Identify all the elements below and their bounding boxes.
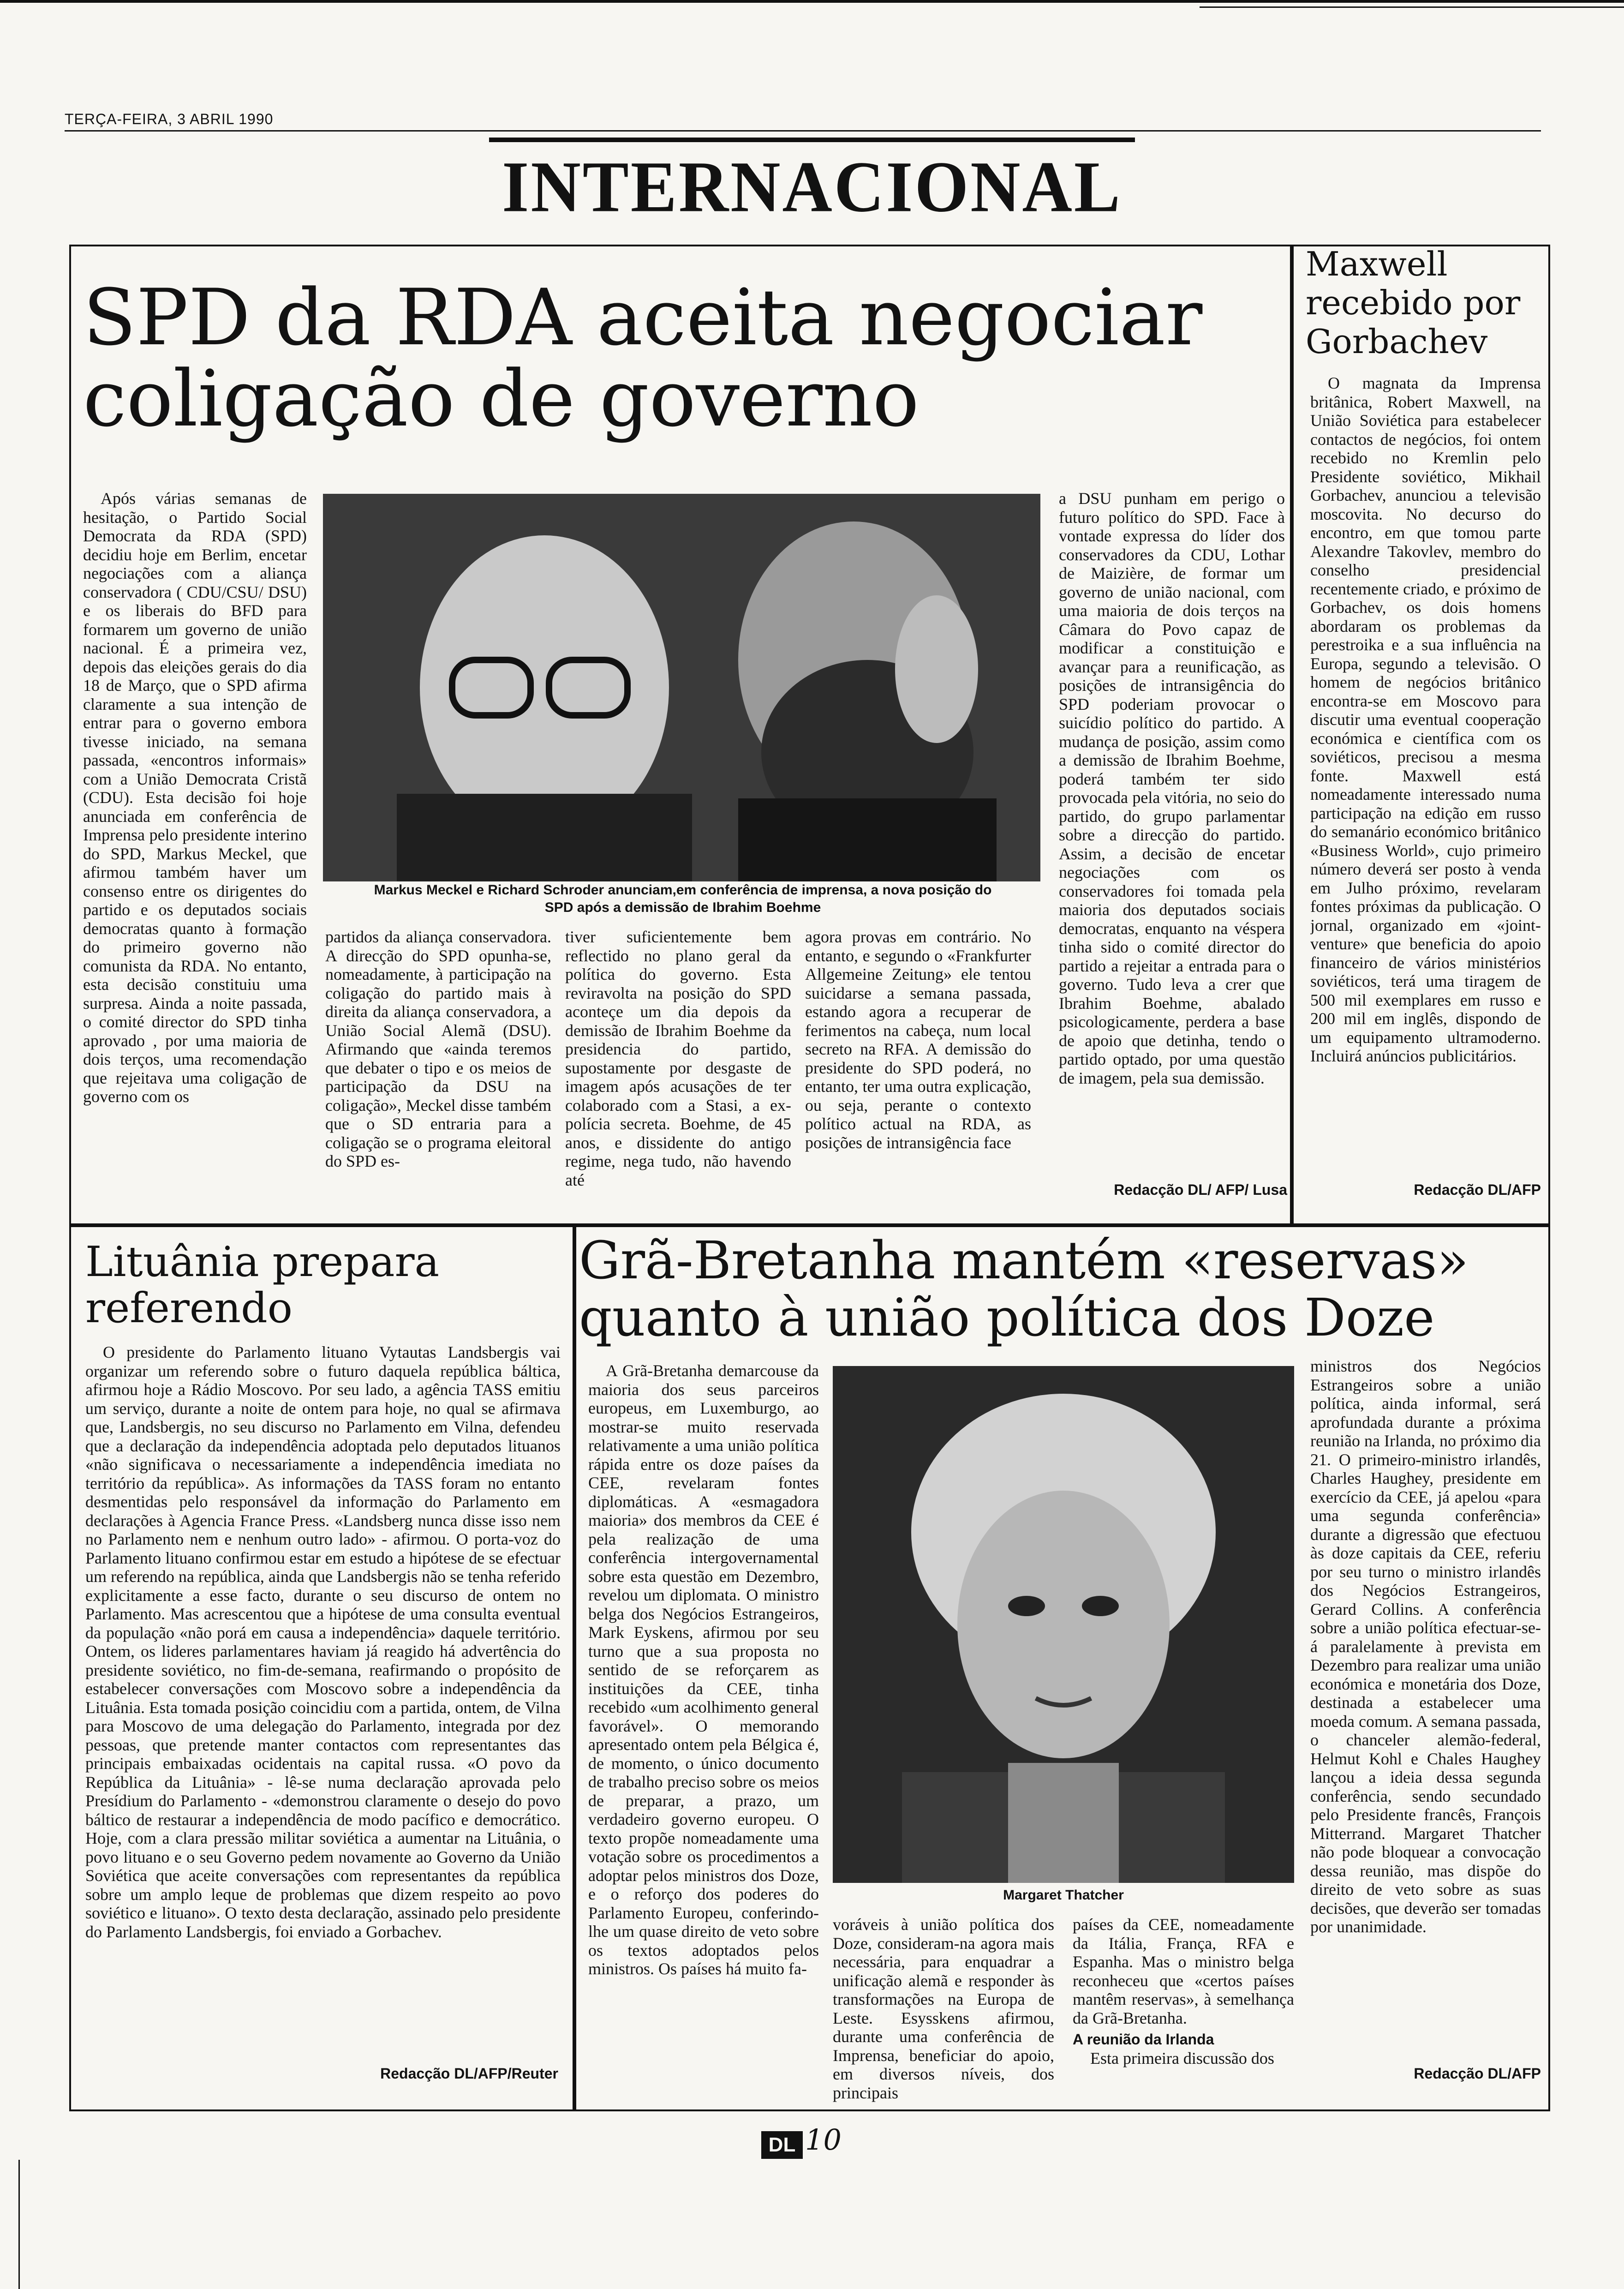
gra-column-3 <box>1073 1915 1294 2109</box>
spd-column-1 <box>83 489 307 1209</box>
spd-photo-caption: Markus Meckel e Richard Schroder anunciam,em conferência de imprensa, a nova posição do SPD após a demissão de Ibrahim Boehme <box>374 882 992 915</box>
section-rule-top <box>489 138 1135 142</box>
spd-column-2-text: partidos da aliança conservadora. A direcção do SPD opunha-se, nomeadamente, à participação na coligação do partido mais à direita da aliança conservadora, a União Social Alemã (DSU). Afirmando que «ainda teremos que debater o tipo e os meios de participação da DSU na coligação», Meckel disse também que o SD entraria para a coligação se o programa eleitoral do SPD es- <box>325 928 551 1170</box>
lituania-body <box>85 1343 561 2063</box>
spd-column-2 <box>325 928 551 1209</box>
maxwell-headline: Maxwell recebido por Gorbachev <box>1306 245 1521 361</box>
gra-column-2 <box>833 1915 1054 2109</box>
maxwell-credit: Redacção DL/AFP <box>1414 1181 1541 1198</box>
photo-illustration <box>323 494 1040 881</box>
section-title: INTERNACIONAL <box>502 146 1122 228</box>
gra-column-1-text: A Grã-Bretanha demarcouse da maioria dos seus parceiros europeus, em Luxemburgo, ao mostrar-se muito reservada relativamente a uma união política rápida entre os doze países da CEE, revelaram fontes diplomáticas. A «esmagadora maioria» dos membros da CEE é pela realização de uma conferência intergovernamental sobre esta questão em Dezembro, revelou um diplomata. O ministro belga dos Negócios Estrangeiros, Mark Eyskens, afirmou por seu turno que a sua proposta no sentido de se reforçarem as instituições da CEE, tinha recebido «um acolhimento general favorável». O memorando apresentado ontem pela Bélgica é, de momento, o único documento de trabalho preciso sobre os meios de preparar, a prazo, um verdadeiro governo europeu. O texto propõe nomeadamente uma votação sobre os procedimentos a adoptar pelos ministros dos Doze, e o reforço dos poderes do Parlamento Europeu, conferindo-lhe um quase direito de veto sobre os textos adoptados pelos ministros. Os países há muito fa- <box>588 1361 819 1978</box>
lituania-credit: Redacção DL/AFP/Reuter <box>380 2065 558 2082</box>
spd-credit: Redacção DL/ AFP/ Lusa <box>1114 1181 1287 1198</box>
gra-column-3-text: países da CEE, nomeadamente da Itália, França, RFA e Espanha. Mas o ministro belga reconheceu que «certos países mantêm reservas», à semelhança da Grã-Bretanha. <box>1073 1915 1294 2027</box>
spd-headline: SPD da RDA aceita negociar coligação de governo <box>83 272 1203 444</box>
thatcher-caption: Margaret Thatcher <box>1003 1888 1124 1903</box>
thatcher-illustration <box>833 1366 1294 1883</box>
dl-logo: DL <box>761 2131 803 2159</box>
spd-column-4 <box>805 928 1031 1209</box>
spd-column-1-text: Após várias semanas de hesitação, o Partido Social Democrata da RDA (SPD) decidiu hoje em Berlim, encetar negociações com a aliança conservadora ( CDU/CSU/ DSU) e os liberais do BFD para formarem um governo de união nacional. É a primeira vez, depois das eleições gerais do dia 18 de Março, que o SPD afirma claramente a sua intenção de entrar para o governo embora tivesse iniciado, na semana passada, «encontros informais» com a União Democrata Cristã (CDU). Esta decisão foi hoje anunciada em conferência de Imprensa pelo presidente interino do SPD, Markus Meckel, que afirmou também haver um consenso entre os dirigentes do partido e os deputados sociais democratas quanto à formação do primeiro governo não comunista da RDA. No entanto, esta decisão constituiu uma surpresa. Ainda a noite passada, o comité director do SPD tinha aprovado , por uma maioria de dois terços, uma recomendação que rejeitava uma coligação de governo com os <box>83 489 307 1106</box>
gra-column-4 <box>1310 1357 1541 2063</box>
gra-column-1 <box>588 1361 819 2081</box>
lituania-headline: Lituânia prepara referendo <box>85 1238 440 1332</box>
maxwell-body-text: O magnata da Imprensa britânica, Robert Maxwell, na União Soviética para estabelecer contactos de negócios, foi ontem recebido no Kremlin pelo Presidente soviético, Mikhail Gorbachev, anunciou a televisão moscovita. No decurso do encontro, em que tomou parte Alexandre Takovlev, membro do conselho presidencial recentemente criado, e próximo de Gorbachev, os dois homens abordaram os problemas da perestroika e a sua influência na Europa, segundo a televisão. O homem de negócios britânico encontra-se em Moscovo para discutir uma eventual cooperação económica e científica com os soviéticos, precisou a mesma fonte. Maxwell está nomeadamente interessado numa participação na edição em russo do semanário económico britânico «Business World», cujo primeiro número deverá ser posto à venda em Julho próximo, revelaram fontes próximas da publicação. O jornal, organizado em «joint-venture» que beneficia do apoio financeiro de vários ministérios soviéticos, terá uma tiragem de 500 mil exemplares em russo e 200 mil em inglês, dispondo de um equipamento ultramoderno. Incluirá anúncios publicitários. <box>1310 374 1541 1065</box>
gra-column-3b-text: Esta primeira discussão dos <box>1090 2049 1274 2067</box>
thatcher-photo <box>833 1366 1294 1883</box>
spd-column-5-text: a DSU punham em perigo o futuro político do SPD. Face à vontade expressa do líder dos conservadores da CDU, Lothar de Maizière, de formar um governo de união nacional, com uma maioria de dois terços na Câmara do Povo capaz de modificar a constituição e avançar para a reunificação, as posições de intransigência do SPD poderiam provocar o suicídio político do partido. A mudança de posição, assim como a demissão de Ibrahim Boehme, poderá também ter sido provocada pela vitória, no seio do partido, do grupo parlamentar sobre a direcção do partido. Assim, a decisão de encetar negociações com os conservadores foi tomada pela maioria dos deputados sociais democratas, enquanto na véspera tinha sido o comité director do partido a rejeitar a entrada para o governo. Tudo leva a crer que Ibrahim Boehme, abalado psicologicamente, perdera a base de apoio que detinha, tendo o partido optado, por uma questão de imagem, pela sua demissão. <box>1059 489 1285 1087</box>
gra-column-4-text: ministros dos Negócios Estrangeiros sobre a união política, ainda informal, será aprofundada durante a próxima reunião na Irlanda, no próximo dia 21. O primeiro-ministro irlandês, Charles Haughey, presidente em exercício da CEE, já apelou «para uma segunda conferência» durante a digressão que efectuou às doze capitais da CEE, referiu por seu turno o ministro irlandês dos Negócios Estrangeiros, Gerard Collins. A conferência sobre a união política efectuar-se-á paralelamente à prevista em Dezembro para realizar uma união económica e monetária dos Doze, destinada a estabelecer uma moeda comum. A semana passada, o chanceler alemão-federal, Helmut Kohl e Chales Haughey lançou a ideia dessa segunda conferência, sendo secundado pelo Presidente francês, François Mitterrand. Margaret Thatcher não pode bloquear a convocação dessa reunião, mas dispõe do direito de veto sobre as suas decisões, que deverão ser tomadas por unanimidade. <box>1310 1357 1541 1936</box>
page-number: 10 <box>805 2123 842 2157</box>
edition-date: TERÇA-FEIRA, 3 ABRIL 1990 <box>65 111 274 127</box>
bottom-left-mark <box>18 2160 20 2289</box>
lituania-body-text: O presidente do Parlamento lituano Vytautas Landsbergis vai organizar um referendo sobre o futuro daquela república báltica, afirmou hoje a Rádio Moscovo. Por seu lado, a agência TASS emitiu um serviço, durante a noite de ontem para hoje, no qual se afirmava que, Landsbergis, no seu discurso no Parlamento em Vilna, defendeu que a declaração da independência adoptada pelo deputados lituanos «não significava o necessariamente a independência imediata no território da república». As informações da TASS foram no entanto desmentidas pelo responsável da informação do Parlamento em declarações à Agencia France Press. «Landsberg nunca disse isso nem no Parlamento nem e nenhum outro lado» - afirmou. O porta-voz do Parlamento lituano confirmou estar em estudo a hipótese de se efectuar um referendo na república, ainda que Landsbergis não se tenha referido explicitamente a esse facto, durante o seu discurso de ontem no Parlamento. Mas acrescentou que a hipótese de uma consulta eventual da população «não porá em causa a independência» daquele território. Ontem, os lideres parlamentares haviam já reagido há advertência do presidente soviético, no fim-de-semana, reafirmando o propósito de estabelecer conversações com Moscovo sobre a independência da Lituânia. Esta tomada posição coincidiu com a partida, ontem, de Vilna para Moscovo de uma delegação do Parlamento, integrada por dez pessoas, que pretende manter contactos com representantes das principais embaixadas ocidentais na capital russa. «O povo da República da Lituânia» - lê-se numa declaração aprovada pelo Presídium do Parlamento - «demonstrou claramente o desejo do povo báltico de restaurar a independência de modo pacífico e democrático. Hoje, com a clara pressão militar soviética a aumentar na Lituânia, o povo lituano e o seu Governo pedem novamente ao Governo da União Soviética que aceite conversações com representantes da república sobre um amplo leque de problemas que dizem respeito ao povo soviético e lituano». O texto desta declaração, assinado pelo presidente do Parlamento Landsbergis, foi enviado a Gorbachev. <box>85 1343 561 1941</box>
gra-credit: Redacção DL/AFP <box>1414 2065 1541 2082</box>
spd-column-3 <box>565 928 791 1209</box>
gra-subhead: A reunião da Irlanda <box>1073 2031 1214 2048</box>
top-right-rule <box>1200 6 1624 8</box>
spd-column-5 <box>1059 489 1285 1191</box>
gra-bretanha-headline: Grã-Bretanha mantém «reservas» quanto à união política dos Doze <box>579 1231 1469 1348</box>
spd-column-3-text: tiver suficientemente bem reflectido no plano geral da política do governo. Esta reviravolta na posição do SPD aconteçe um dia depois da demissão de Ibrahim Boehme da presidencia do partido, supostamente por desgaste de imagem após acusações de ter colaborado com a Stasi, a ex-polícia secreta. Boehme, de 45 anos, e dissidente do antigo regime, nega tudo, não havendo até <box>565 928 791 1189</box>
date-rule <box>65 130 1541 132</box>
gra-column-2-text: voráveis à união política dos Doze, consideram-na agora mais necessária, para enquadrar a unificação alemã e responder às transformações na Europa de Leste. Esysskens afirmou, durante uma conferência de Imprensa, beneficiar do apoio, em diversos níveis, dos principais <box>833 1915 1054 2102</box>
top-border <box>0 0 1624 3</box>
meckel-schroder-photo <box>323 494 1040 881</box>
maxwell-body <box>1310 374 1541 1177</box>
spd-column-4-text: agora provas em contrário. No entanto, e segundo o «Frankfurter Allgemeine Zeitung» ele tentou suicidarse a semana passada, estando agora a recuperar de ferimentos na cabeça, num local secreto na RFA. A demissão do presidente do SPD poderá, no entanto, ter uma outra explicação, ou seja, perante o contexto político actual na RDA, as posições de intransigência face <box>805 928 1031 1152</box>
